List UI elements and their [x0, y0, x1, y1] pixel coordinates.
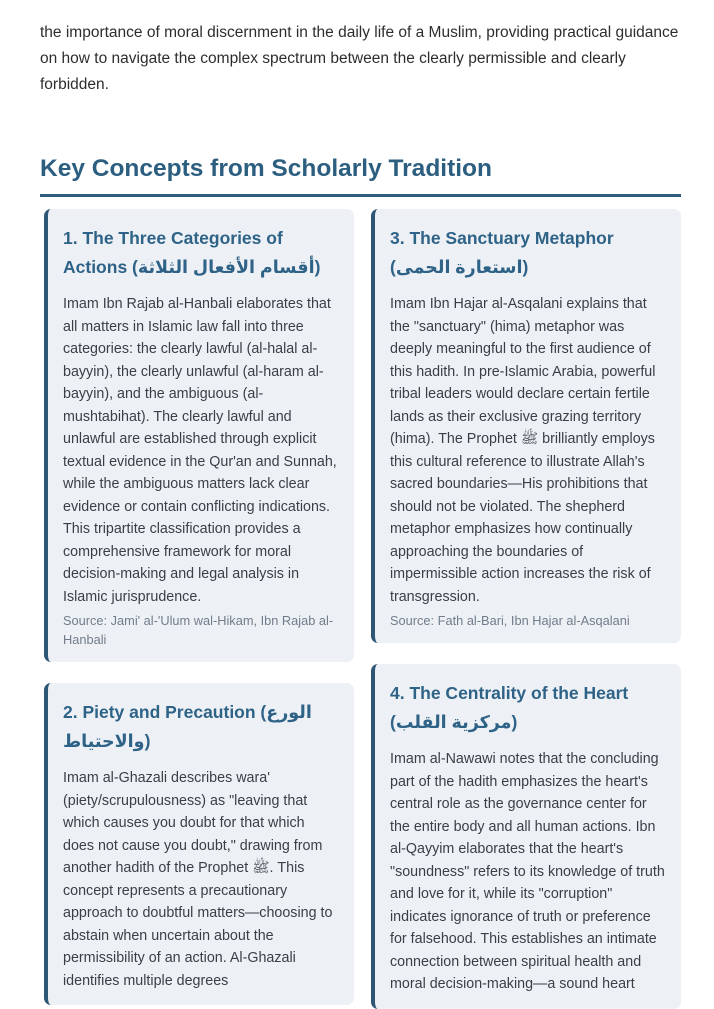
card-source: Source: Jami' al-'Ulum wal-Hikam, Ibn Rajab al-Hanbali — [63, 613, 334, 647]
card-body: Imam al-Ghazali describes wara' (piety/scrupulousness) as "leaving that which causes you doubt for that which does not cause you doubt," drawing from another hadith of the Prophet ﷺ. This concept represents a precautionary approach to doubtful matters—choosing to abstain when uncertain about the permissibility of an action. Al-Ghazali identifies multiple degrees — [63, 770, 333, 989]
concept-card-4 — [371, 664, 681, 1009]
card-body: Imam al-Nawawi notes that the concluding part of the hadith emphasizes the heart's central role as the governance center for the entire body and all human actions. Ibn al-Qayyim elaborates that the heart's "soundness" refers to its knowledge of truth and love for it, while its "corruption" indicates ignorance of truth or preference for falsehood. This establishes an intimate connection between spiritual health and moral decision-making—a sound heart — [390, 751, 665, 992]
card-title: 3. The Sanctuary Metaphor (استعارة الحمى) — [390, 228, 614, 277]
card-title: 1. The Three Categories of Actions (أقسام الأفعال الثلاثة) — [63, 228, 321, 277]
concept-cards-grid — [44, 209, 681, 1009]
cards-column-left — [44, 209, 354, 1009]
card-title: 4. The Centrality of the Heart (مركزية القلب) — [390, 683, 629, 732]
card-source: Source: Fath al-Bari, Ibn Hajar al-Asqalani — [390, 613, 630, 628]
concept-card-1 — [44, 209, 354, 662]
card-body: Imam Ibn Hajar al-Asqalani explains that the "sanctuary" (hima) metaphor was deeply meaningful to the first audience of this hadith. In pre-Islamic Arabia, powerful tribal leaders would declare certain fertile lands as their exclusive grazing territory (hima). The Prophet ﷺ brilliantly employs this cultural reference to illustrate Allah's sacred boundaries—His prohibitions that should not be violated. The shepherd metaphor emphasizes how continually approaching the boundaries of impermissible action increases the risk of transgression. — [390, 296, 656, 605]
cards-column-right — [371, 209, 681, 1009]
section-heading: Key Concepts from Scholarly Tradition — [40, 155, 681, 197]
card-body: Imam Ibn Rajab al-Hanbali elaborates that all matters in Islamic law fall into three categories: the clearly lawful (al-halal al-bayyin), the clearly unlawful (al-haram al-bayyin), and the ambiguous (al-mushtabihat). The clearly lawful and unlawful are established through explicit textual evidence in the Qur'an and Sunnah, while the ambiguous matters lack clear evidence or contain conflicting indications. This tripartite classification provides a comprehensive framework for moral decision-making and legal analysis in Islamic jurisprudence. — [63, 296, 337, 605]
concept-card-3 — [371, 209, 681, 643]
concept-card-2 — [44, 683, 354, 1005]
card-title: 2. Piety and Precaution (الورع والاحتياط) — [63, 702, 312, 751]
intro-paragraph: the importance of moral discernment in the daily life of a Muslim, providing practical guidance on how to navigate the complex spectrum between the clearly permissible and clearly forbidden. — [40, 24, 679, 93]
